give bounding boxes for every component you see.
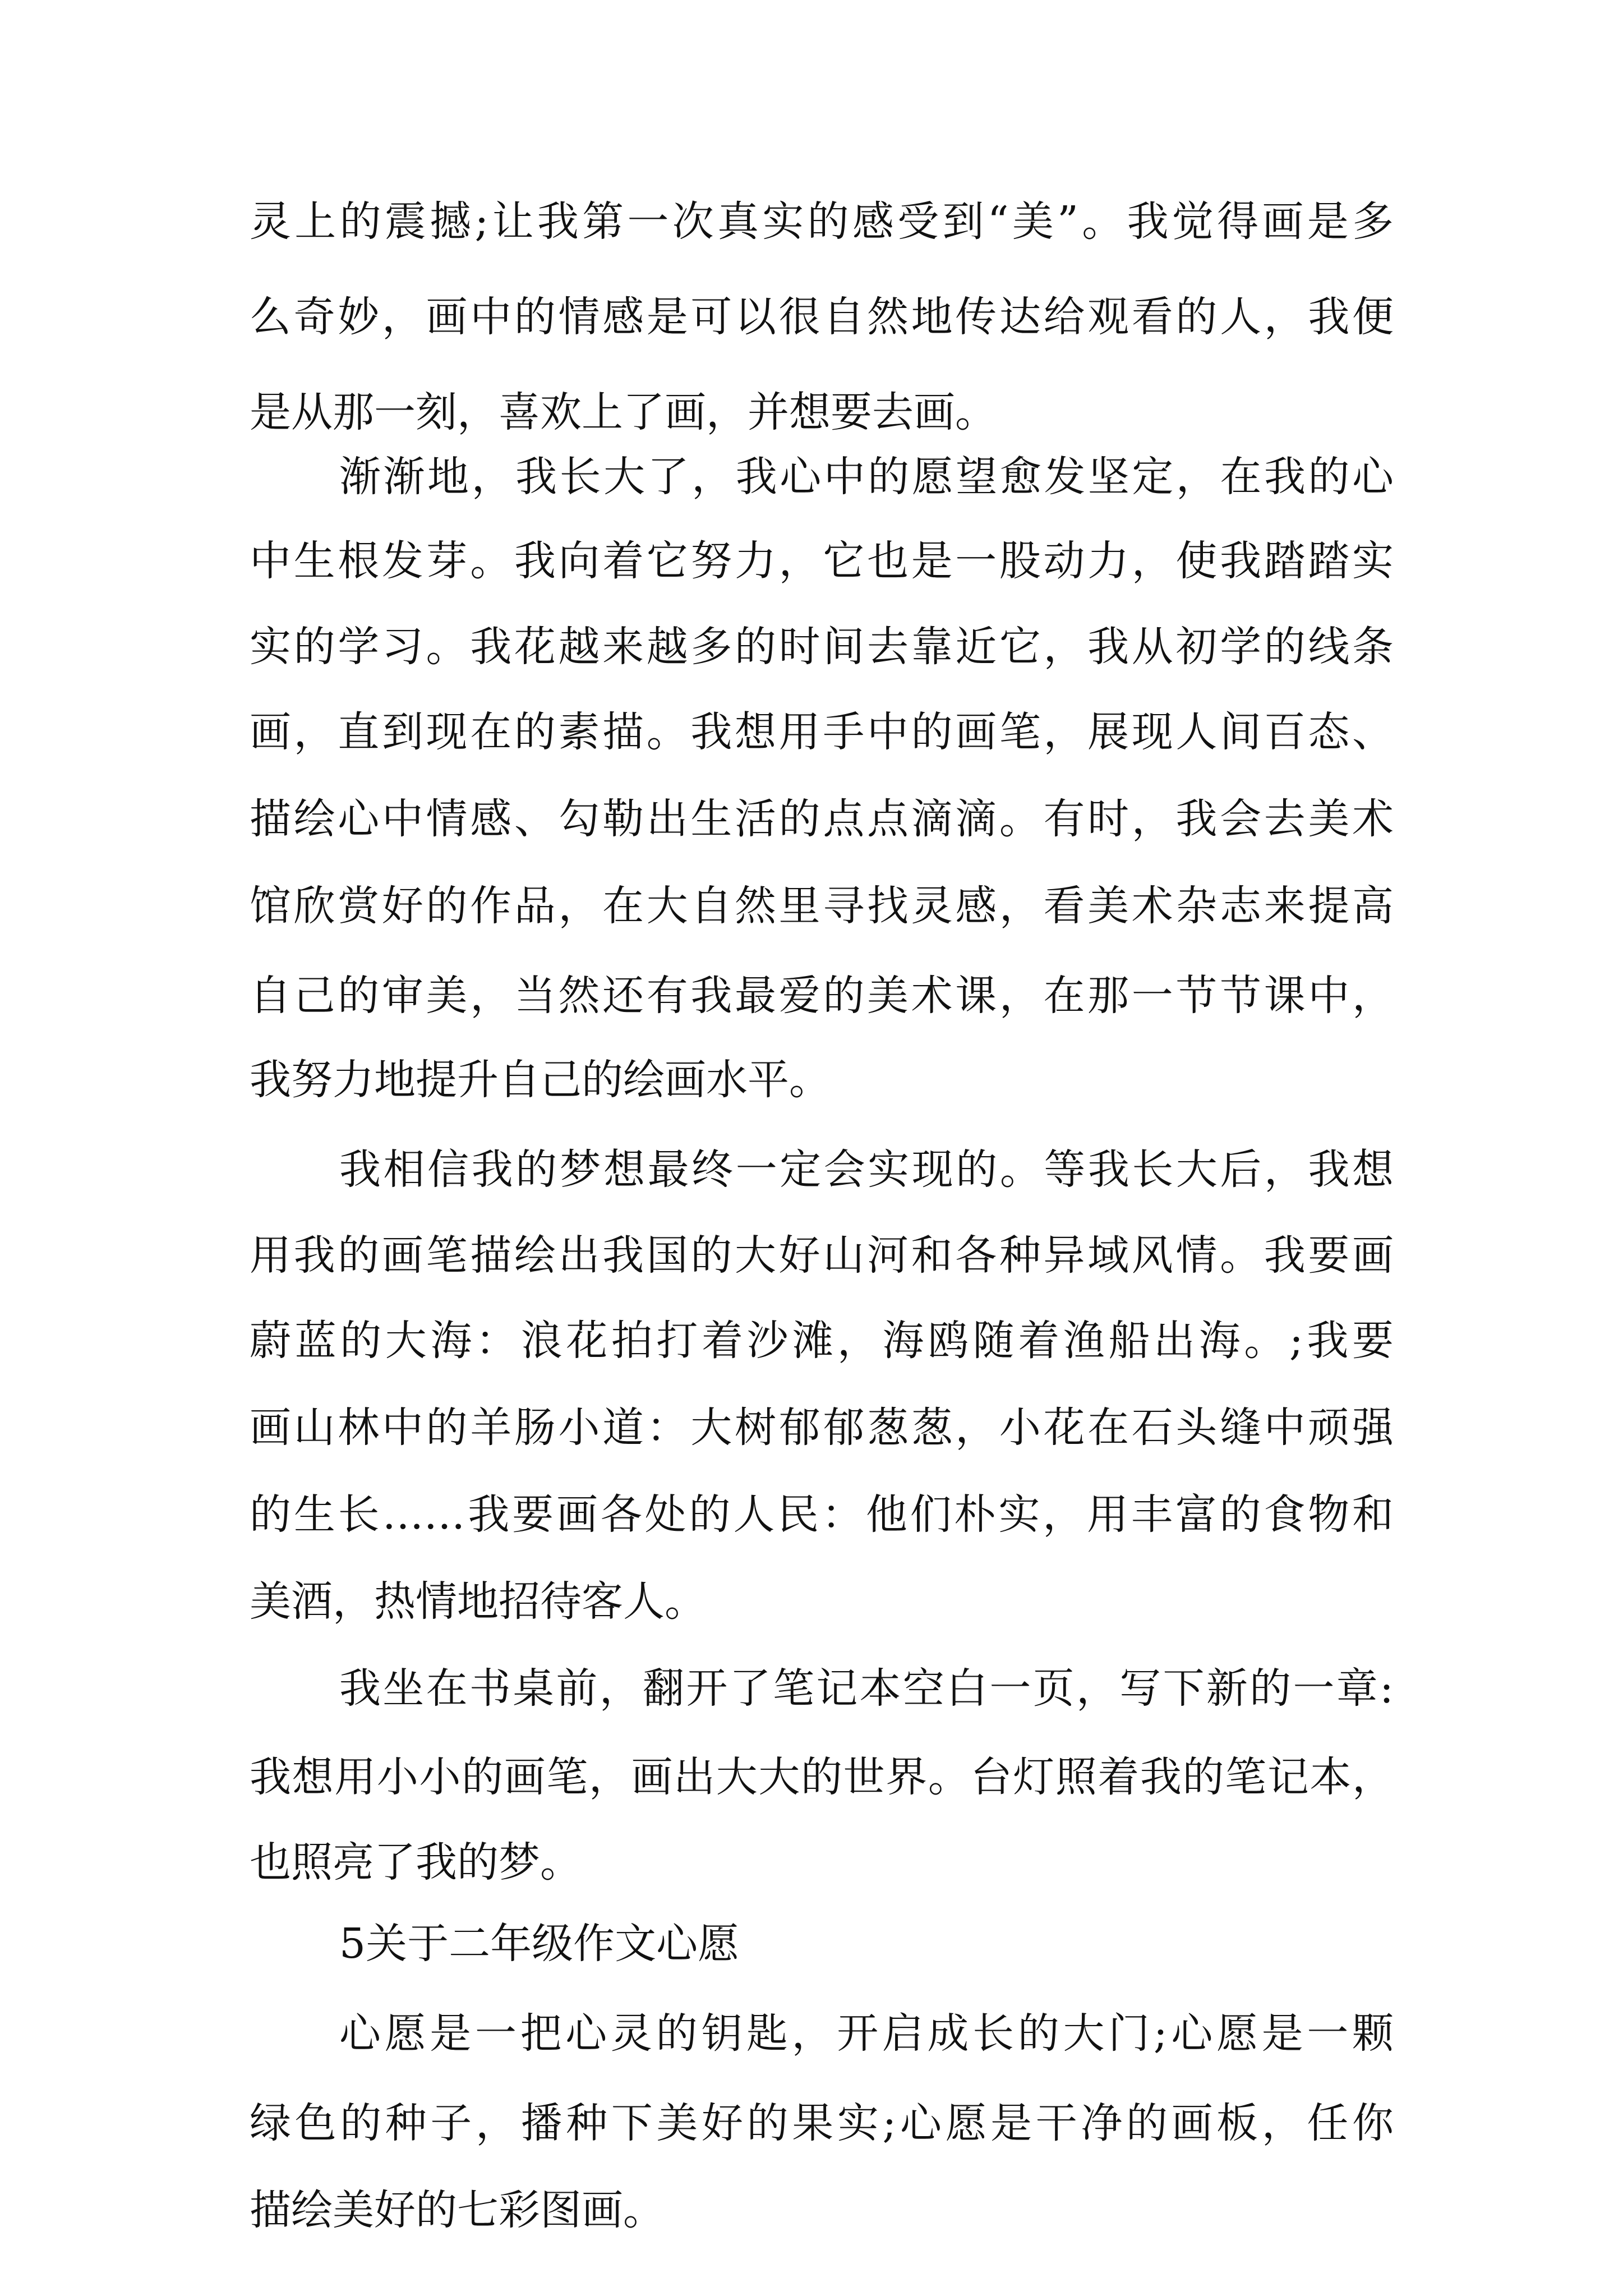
text-line: 也照亮了我的梦。: [250, 1838, 582, 1887]
paragraph-first-line: 心愿是一把心灵的钥匙，开启成长的大门;心愿是一颗: [339, 2009, 1394, 2058]
text-line: 蔚蓝的大海：浪花拍打着沙滩，海鸥随着渔船出海。;我要: [250, 1317, 1394, 1365]
text-line: 画山林中的羊肠小道：大树郁郁葱葱，小花在石头缝中顽强: [250, 1404, 1394, 1452]
paragraph-first-line: 渐渐地，我长大了，我心中的愿望愈发坚定，在我的心: [339, 453, 1394, 501]
text-line: 灵上的震撼;让我第一次真实的感受到“美”。我觉得画是多: [250, 197, 1394, 246]
paragraph-first-line: 我坐在书桌前，翻开了笔记本空白一页，写下新的一章:: [339, 1664, 1394, 1713]
text-line: 是从那一刻，喜欢上了画，并想要去画。: [250, 388, 997, 436]
text-line: 么奇妙，画中的情感是可以很自然地传达给观看的人，我便: [250, 293, 1394, 341]
text-line: 用我的画笔描绘出我国的大好山河和各种异域风情。我要画: [250, 1231, 1394, 1280]
text-line: 描绘心中情感、勾勒出生活的点点滴滴。有时，我会去美术: [250, 795, 1394, 843]
text-line: 画，直到现在的素描。我想用手中的画笔，展现人间百态、: [250, 708, 1394, 756]
text-line: 馆欣赏好的作品，在大自然里寻找灵感，看美术杂志来提高: [250, 882, 1394, 930]
text-line: 自己的审美，当然还有我最爱的美术课，在那一节节课中，: [250, 972, 1394, 1020]
text-line: 我想用小小的画笔，画出大大的世界。台灯照着我的笔记本，: [250, 1753, 1394, 1801]
text-line: 的生长……我要画各处的人民：他们朴实，用丰富的食物和: [250, 1490, 1394, 1539]
text-line: 中生根发芽。我向着它努力，它也是一股动力，使我踏踏实: [250, 537, 1394, 585]
text-line: 美酒，热情地招待客人。: [250, 1577, 706, 1626]
section-heading: 5关于二年级作文心愿: [339, 1920, 740, 1968]
text-line: 描绘美好的七彩图画。: [250, 2186, 665, 2234]
text-line: 绿色的种子，播种下美好的果实;心愿是干净的画板，任你: [250, 2099, 1394, 2147]
paragraph-first-line: 我相信我的梦想最终一定会实现的。等我长大后，我想: [339, 1145, 1394, 1194]
text-line: 实的学习。我花越来越多的时间去靠近它，我从初学的线条: [250, 623, 1394, 671]
text-line: 我努力地提升自己的绘画水平。: [250, 1056, 831, 1104]
